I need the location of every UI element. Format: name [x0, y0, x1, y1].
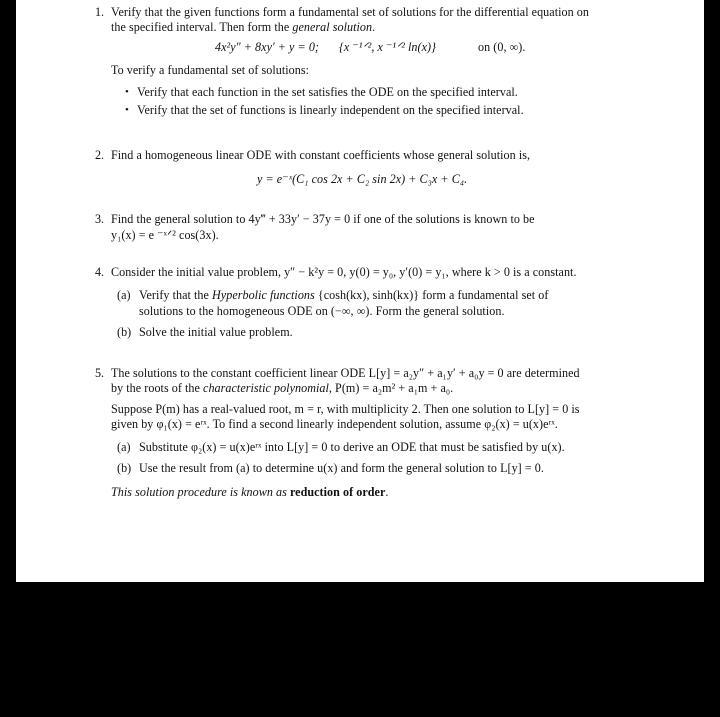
bullet-icon: • [125, 86, 129, 98]
problem-1-intro: To verify a fundamental set of solutions: [111, 63, 310, 77]
problem-5-line3: Suppose P(m) has a real-valued root, m = r, with multiplicity 2. Then one solution to L[y] = 0 is [111, 402, 580, 416]
problem-4-number: 4. [95, 265, 105, 279]
problem-2-equation: y = e⁻ˣ(C₁ cos 2x + C₂ sin 2x) + C₃x + C₄. [257, 172, 468, 186]
problem-5-line2: by the roots of the characteristic polynomial, P(m) = a₂m² + a₁m + a₀. [111, 381, 454, 395]
problem-3-number: 3. [95, 212, 105, 226]
bullet-icon: • [125, 104, 129, 116]
problem-5-number: 5. [95, 366, 105, 380]
problem-4b-label: (b) [117, 325, 132, 339]
problem-5-closing: This solution procedure is known as reduction of order. [111, 485, 389, 499]
problem-1-line2: the specified interval. Then form the general solution. [111, 20, 376, 34]
problem-2-line1: Find a homogeneous linear ODE with constant coefficients whose general solution is, [111, 148, 531, 162]
problem-5-line4: given by φ₁(x) = eʳˣ. To find a second linearly independent solution, assume φ₂(x) = u(x)eʳˣ. [111, 417, 558, 431]
problem-5b-line: Use the result from (a) to determine u(x) and form the general solution to L[y] = 0. [139, 461, 544, 475]
problem-4a-line1: Verify that the Hyperbolic functions {cosh(kx), sinh(kx)} form a fundamental set of [139, 288, 549, 302]
problem-4a-label: (a) [117, 288, 131, 302]
problem-4a-line2: solutions to the homogeneous ODE on (−∞, ∞). Form the general solution. [139, 304, 505, 318]
problem-3-line2: y₁(x) = e ⁻ˣᐟ² cos(3x). [111, 228, 219, 242]
problem-4-line1: Consider the initial value problem, y″ − k²y = 0, y(0) = y₀, y′(0) = y₁, where k > 0 is a constant. [111, 265, 577, 279]
problem-5-line1: The solutions to the constant coefficient linear ODE L[y] = a₂y″ + a₁y′ + a₀y = 0 are determined [111, 366, 580, 380]
problem-1-interval: on (0, ∞). [478, 40, 526, 54]
problem-5b-label: (b) [117, 461, 132, 475]
problem-1-line1: Verify that the given functions form a fundamental set of solutions for the differential equation on [111, 5, 589, 19]
problem-2-number: 2. [95, 148, 105, 162]
problem-5a-label: (a) [117, 440, 131, 454]
problem-1-bullet-2: Verify that the set of functions is linearly independent on the specified interval. [137, 103, 524, 117]
problem-1-functions: {x ⁻¹ᐟ², x ⁻¹ᐟ² ln(x)} [339, 40, 436, 54]
problem-1-number: 1. [95, 5, 105, 19]
problem-4b-line1: Solve the initial value problem. [139, 325, 293, 339]
problem-3-line1: Find the general solution to 4y‴ + 33y′ − 37y = 0 if one of the solutions is known to be [111, 212, 535, 226]
problem-5a-line: Substitute φ₂(x) = u(x)eʳˣ into L[y] = 0 to derive an ODE that must be satisfied by u(x). [139, 440, 565, 454]
problem-1-bullet-1: Verify that each function in the set satisfies the ODE on the specified interval. [137, 85, 518, 99]
document-page [16, 0, 704, 582]
problem-1-equation: 4x²y″ + 8xy′ + y = 0; [215, 40, 319, 54]
